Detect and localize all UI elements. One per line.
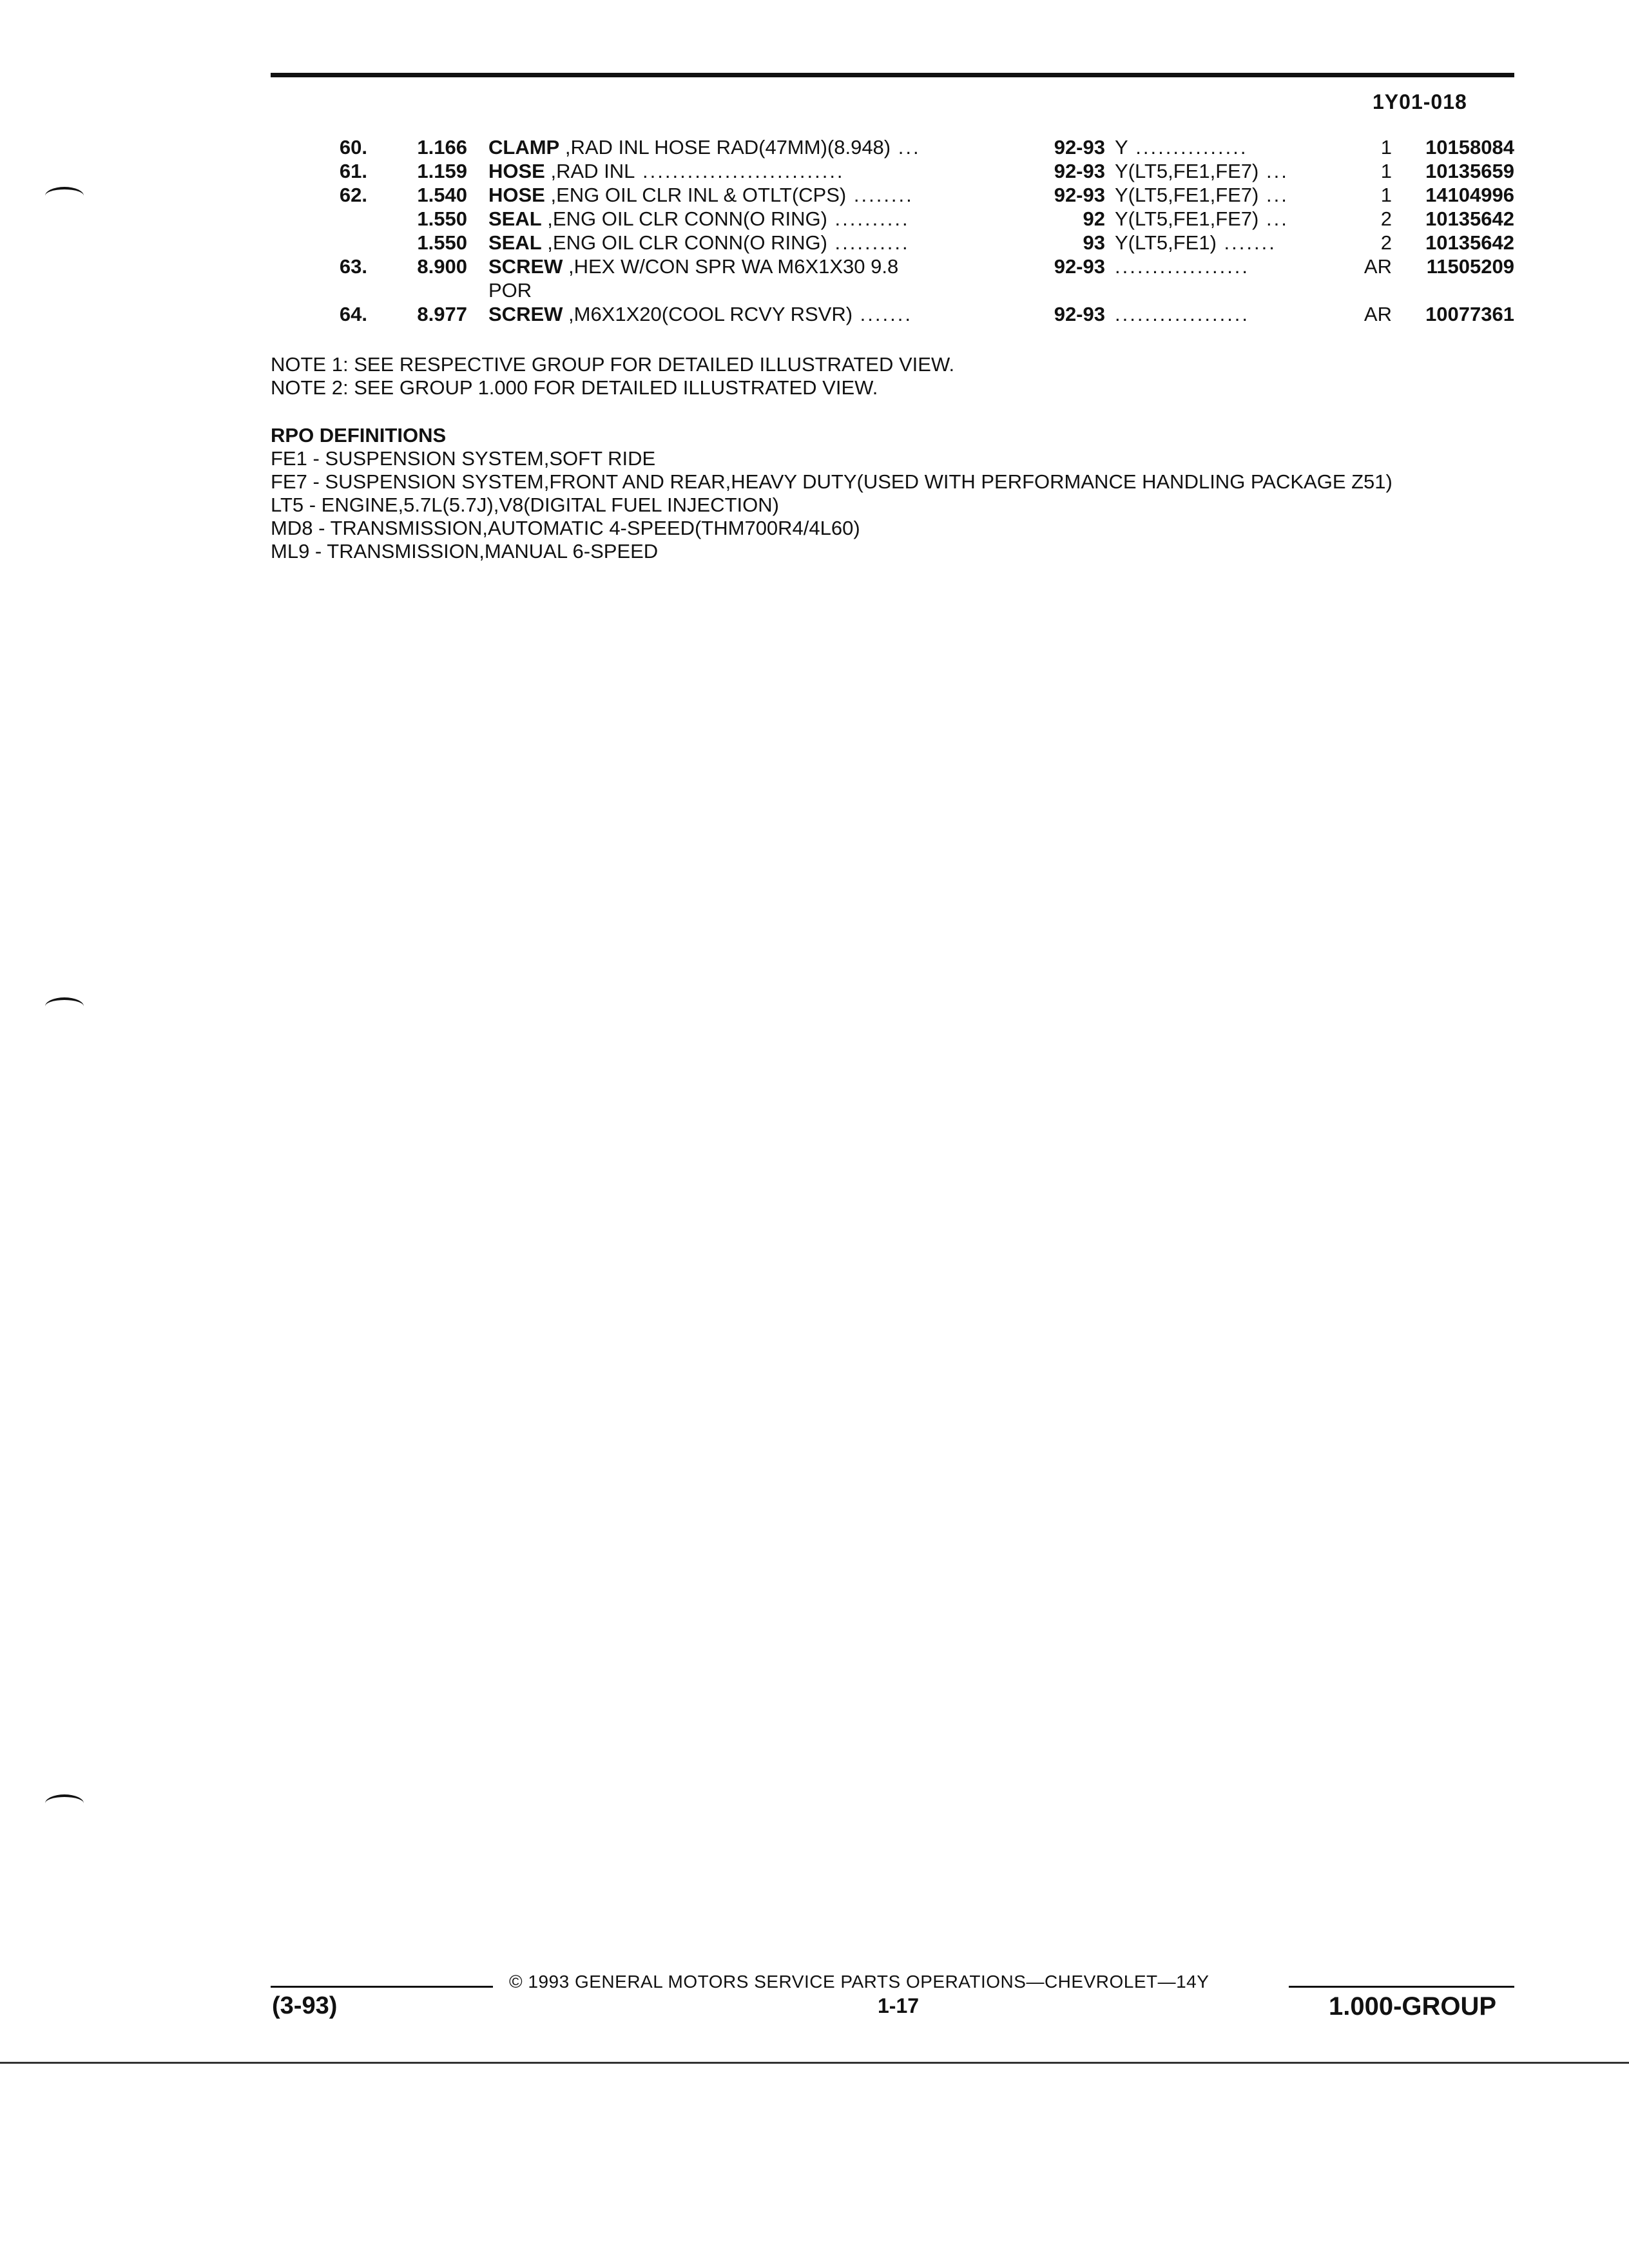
model-years: 92-93 (1054, 136, 1105, 159)
application: Y(LT5,FE1) ....... (1115, 231, 1277, 254)
footer-group: 1.000-GROUP (1329, 1992, 1497, 2021)
part-description: HOSE ,ENG OIL CLR INL & OTLT(CPS) ........ (488, 184, 914, 206)
model-years: 92-93 (1054, 303, 1105, 325)
quantity: 1 (1380, 136, 1392, 159)
footer-rule-left (271, 1986, 493, 1988)
binder-hole-mark (45, 997, 84, 1015)
part-description: CLAMP ,RAD INL HOSE RAD(47MM)(8.948) ... (488, 136, 921, 159)
table-row (271, 255, 1514, 302)
table-row (271, 207, 1514, 231)
part-number: 10135659 (1425, 160, 1514, 182)
ref-number: 60. (339, 136, 367, 159)
footer-date-code: (3-93) (272, 1992, 338, 2019)
model-years: 93 (1083, 231, 1105, 254)
group-number: 1.540 (417, 184, 467, 206)
part-description: SCREW ,M6X1X20(COOL RCVY RSVR) ....... (488, 303, 912, 325)
part-number: 10135642 (1425, 207, 1514, 230)
quantity: 1 (1380, 184, 1392, 206)
group-number: 1.166 (417, 136, 467, 159)
application: Y(LT5,FE1,FE7) ... (1115, 184, 1289, 206)
model-years: 92 (1083, 207, 1105, 230)
part-number: 10077361 (1425, 303, 1514, 325)
model-years: 92-93 (1054, 184, 1105, 206)
bottom-rule (0, 2062, 1629, 2064)
part-number: 10158084 (1425, 136, 1514, 159)
part-number: 11505209 (1426, 255, 1514, 278)
application: .................. (1115, 255, 1250, 278)
rpo-definitions (271, 424, 1514, 563)
quantity: AR (1364, 255, 1392, 278)
application: Y(LT5,FE1,FE7) ... (1115, 160, 1289, 182)
part-number: 14104996 (1425, 184, 1514, 206)
ref-number: 61. (339, 160, 367, 182)
page-code: 1Y01-018 (1373, 90, 1467, 113)
ref-number: 62. (339, 184, 367, 206)
part-description: SEAL ,ENG OIL CLR CONN(O RING) .......... (488, 231, 910, 254)
part-description-continued: POR (488, 279, 532, 302)
rpo-item: MD8 - TRANSMISSION,AUTOMATIC 4-SPEED(THM700R4/4L60) (271, 517, 860, 539)
part-number: 10135642 (1425, 231, 1514, 254)
table-row (271, 159, 1514, 183)
part-description: SCREW ,HEX W/CON SPR WA M6X1X30 9.8 (488, 255, 899, 278)
application: Y(LT5,FE1,FE7) ... (1115, 207, 1289, 230)
model-years: 92-93 (1054, 255, 1105, 278)
part-description: HOSE ,RAD INL ........................... (488, 160, 845, 182)
note-line: NOTE 1: SEE RESPECTIVE GROUP FOR DETAILED ILLUSTRATED VIEW. (271, 353, 955, 376)
parts-table (271, 135, 1514, 326)
ref-number: 64. (339, 303, 367, 325)
application: Y ............... (1115, 136, 1248, 159)
table-row (271, 231, 1514, 255)
group-number: 1.159 (417, 160, 467, 182)
rpo-item: FE7 - SUSPENSION SYSTEM,FRONT AND REAR,HEAVY DUTY(USED WITH PERFORMANCE HANDLING PACKAGE Z51) (271, 470, 1393, 493)
footer-page-number: 1-17 (878, 1994, 920, 2017)
part-description: SEAL ,ENG OIL CLR CONN(O RING) .......... (488, 207, 910, 230)
group-number: 1.550 (417, 231, 467, 254)
footer-copyright: © 1993 GENERAL MOTORS SERVICE PARTS OPERATIONS—CHEVROLET—14Y (509, 1972, 1210, 1992)
model-years: 92-93 (1054, 160, 1105, 182)
binder-hole-mark (45, 187, 84, 205)
rpo-title: RPO DEFINITIONS (271, 424, 447, 447)
quantity: 2 (1380, 207, 1392, 230)
rpo-item: LT5 - ENGINE,5.7L(5.7J),V8(DIGITAL FUEL INJECTION) (271, 494, 779, 516)
footer-rule-right (1289, 1986, 1514, 1988)
quantity: AR (1364, 303, 1392, 325)
table-row (271, 302, 1514, 326)
quantity: 2 (1380, 231, 1392, 254)
binder-hole-mark (45, 1794, 84, 1812)
top-rule (271, 73, 1514, 77)
table-row (271, 135, 1514, 159)
group-number: 1.550 (417, 207, 467, 230)
ref-number: 63. (339, 255, 367, 278)
group-number: 8.977 (417, 303, 467, 325)
application: .................. (1115, 303, 1250, 325)
quantity: 1 (1380, 160, 1392, 182)
rpo-item: FE1 - SUSPENSION SYSTEM,SOFT RIDE (271, 447, 656, 470)
table-row (271, 183, 1514, 207)
group-number: 8.900 (417, 255, 467, 278)
notes (271, 353, 954, 399)
rpo-item: ML9 - TRANSMISSION,MANUAL 6-SPEED (271, 540, 659, 562)
note-line: NOTE 2: SEE GROUP 1.000 FOR DETAILED ILLUSTRATED VIEW. (271, 376, 878, 399)
